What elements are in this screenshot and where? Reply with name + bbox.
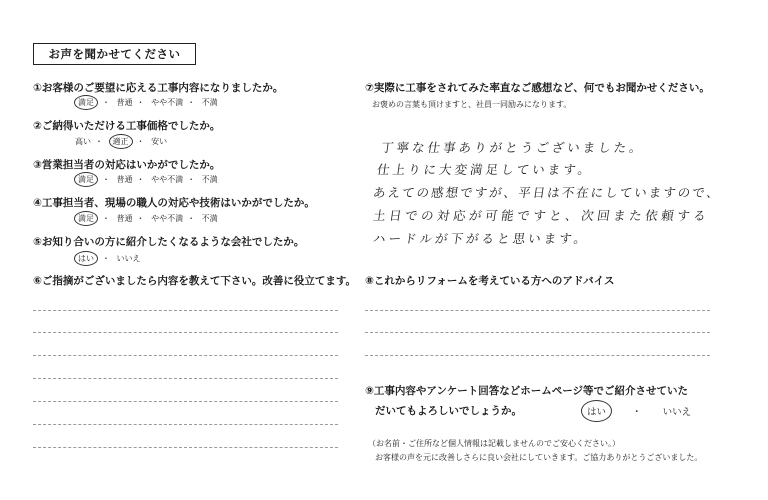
option[interactable]: 不満: [201, 175, 218, 184]
handwritten-line: あえての感想ですが、平日は不在にしていますので、: [372, 185, 723, 200]
answer-line: [33, 355, 338, 356]
question-9-label-cont: だいてもよろしいでしょうか。: [375, 405, 522, 417]
option[interactable]: 高い: [75, 137, 91, 146]
question-2-label: ②ご納得いただける工事価格でしたか。: [33, 120, 221, 132]
question-5-options: はい ・ いいえ: [75, 253, 145, 264]
answer-line: [33, 424, 338, 425]
question-3-label: ③営業担当者の対応はいかがでしたか。: [33, 159, 221, 171]
answer-line: [33, 310, 338, 311]
option[interactable]: 普通: [116, 214, 133, 223]
option-selected[interactable]: 適正: [109, 134, 133, 149]
handwritten-line: 丁寧な仕事ありがとうございました。: [380, 140, 646, 155]
question-9-label: ⑨工事内容やアンケート回答などホームページ等でご紹介させていた: [365, 385, 689, 397]
thanks-note: お客様の声を元に改善しさらに良い会社にしていきます。ご協力ありがとうございました。: [375, 453, 703, 462]
question-7-note: お褒めの言葉も頂けますと、社員一同励みになります。: [372, 100, 572, 109]
question-5-label: ⑤お知り合いの方に紹介したくなるような会社でしたか。: [33, 236, 305, 248]
option-selected[interactable]: はい: [581, 400, 612, 422]
answer-line: [365, 310, 710, 311]
option[interactable]: 普通: [116, 175, 133, 184]
question-2-options: 高い ・ 適正 ・ 安い: [75, 136, 171, 147]
option[interactable]: やや不満: [151, 98, 184, 107]
question-1-options: 満足 ・ 普通 ・ やや不満 ・ 不満: [75, 97, 222, 108]
answer-line: [33, 332, 338, 333]
question-3-options: 満足 ・ 普通 ・ やや不満 ・ 不満: [75, 174, 222, 185]
question-4-options: 満足 ・ 普通 ・ やや不満 ・ 不満: [75, 213, 222, 224]
option-selected[interactable]: 満足: [74, 172, 98, 187]
option[interactable]: 安い: [151, 137, 168, 146]
handwritten-line: 土日での対応が可能ですと、次回また依頼する: [372, 208, 711, 223]
option[interactable]: 不満: [201, 214, 218, 223]
option-selected[interactable]: 満足: [74, 95, 98, 110]
answer-line: [33, 401, 338, 402]
answer-line: [365, 332, 710, 333]
option[interactable]: やや不満: [151, 214, 184, 223]
handwritten-line: ハードルが下がると思います。: [372, 231, 591, 246]
handwritten-line: 仕上りに大変満足しています。: [376, 162, 595, 177]
option[interactable]: やや不満: [151, 175, 184, 184]
answer-line: [365, 355, 710, 356]
option-selected[interactable]: はい: [74, 251, 98, 266]
answer-line: [33, 378, 338, 379]
option[interactable]: 不満: [201, 98, 218, 107]
question-9-options: はい ・ いいえ: [582, 402, 691, 420]
question-7-label: ⑦実際に工事をされてみた率直なご感想など、何でもお聞かせください。: [365, 82, 710, 94]
question-4-label: ④工事担当者、現場の職人の対応や技術はいかがでしたか。: [33, 197, 315, 209]
answer-line: [33, 447, 338, 448]
privacy-note: （お名前・ご住所など個人情報は記載しませんのでご安心ください。）: [368, 439, 620, 448]
option[interactable]: 普通: [116, 98, 133, 107]
option-selected[interactable]: 満足: [74, 211, 98, 226]
page-title: お声を聞かせてください: [33, 43, 196, 65]
question-1-label: ①お客様のご要望に応える工事内容になりましたか。: [33, 82, 284, 94]
question-8-label: ⑧これからリフォームを考えている方へのアドバイス: [365, 275, 615, 287]
question-6-label: ⑥ご指摘がございましたら内容を教えて下さい。改善に役立てます。: [33, 275, 357, 287]
option[interactable]: いいえ: [116, 254, 141, 263]
option[interactable]: いいえ: [662, 407, 692, 418]
